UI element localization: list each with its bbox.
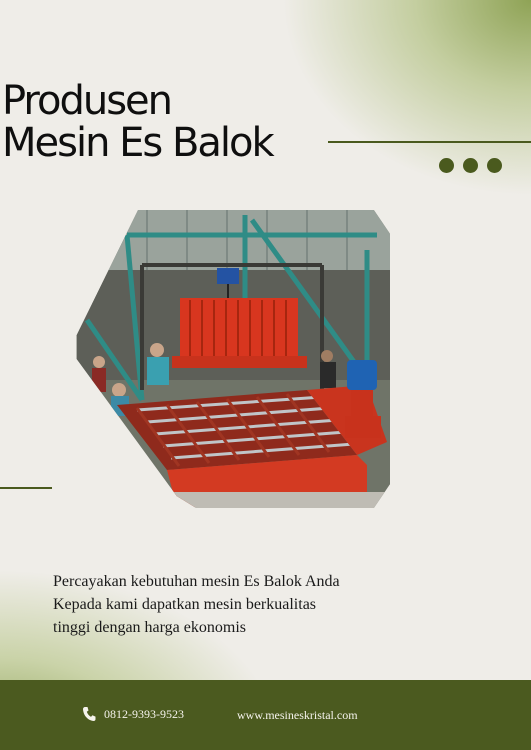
phone-contact[interactable]: [82, 706, 184, 722]
dot: [487, 158, 502, 173]
divider-left: [0, 487, 52, 489]
tagline: [53, 570, 340, 639]
decor-dots: [439, 158, 502, 173]
divider-right: [328, 141, 531, 143]
page-title: [2, 80, 273, 164]
dot: [439, 158, 454, 173]
tagline-line-1: Percayakan kebutuhan mesin Es Balok Anda: [53, 573, 340, 590]
phone-icon: [82, 706, 96, 722]
title-line-1: Produsen: [2, 78, 171, 124]
tagline-line-3: tinggi dengan harga ekonomis: [53, 619, 246, 636]
website-link[interactable]: www.mesineskristal.com: [237, 708, 358, 722]
tagline-line-2: Kepada kami dapatkan mesin berkualitas: [53, 596, 317, 613]
phone-number: 0812-9393-9523: [104, 706, 184, 721]
title-line-2: Mesin Es Balok: [2, 120, 273, 166]
dot: [463, 158, 478, 173]
